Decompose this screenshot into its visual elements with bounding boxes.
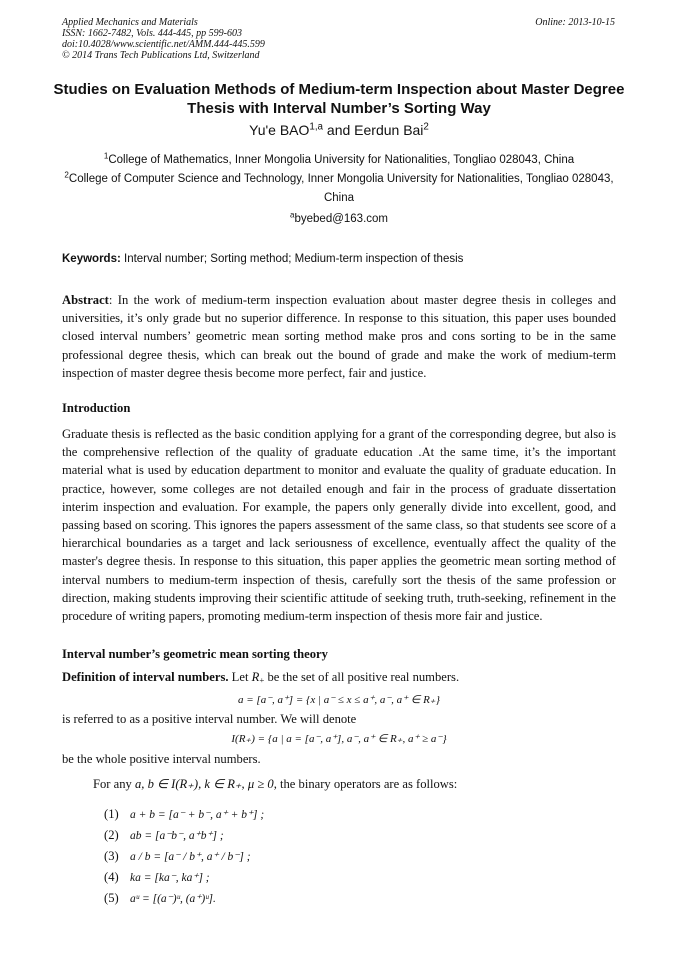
keywords xyxy=(62,253,616,265)
author-2-sup: 2 xyxy=(423,121,429,133)
abstract xyxy=(62,291,616,382)
operations-list xyxy=(104,804,264,909)
whole-line: be the whole positive interval numbers. xyxy=(62,752,261,766)
journal-name: Applied Mechanics and Materials xyxy=(62,17,198,28)
definition-let: Let xyxy=(228,670,252,684)
definition-symbol-sub: + xyxy=(259,675,265,686)
for-any-line xyxy=(93,776,457,792)
operation-number: (3) xyxy=(104,849,119,863)
operation-number: (2) xyxy=(104,828,119,842)
definition-label: Definition of interval numbers. xyxy=(62,670,229,684)
definition-line xyxy=(62,670,616,685)
interval-equation: a = [a⁻, a⁺] = {x | a⁻ ≤ x ≤ a⁺, a⁻, a⁺ ∈ R₊} xyxy=(237,694,440,706)
affiliation-2 xyxy=(62,170,616,208)
operation-expression: a / b = [a⁻ / b⁺, a⁺ / b⁻] ; xyxy=(130,851,251,863)
affiliation-1-text: College of Mathematics, Inner Mongolia University for Nationalities, Tongliao 028043, China xyxy=(108,154,575,166)
operation-number: (5) xyxy=(104,891,119,905)
definition-rest: be the set of all positive real numbers. xyxy=(264,670,460,684)
operation-item xyxy=(104,825,264,846)
introduction-text: Graduate thesis is reflected as the basic condition applying for a grant of the corresponding degree, but also is the comprehensive reflection of the quality of graduate education .At the same time, it’s the important material what is used by education department to monitor and evaluate the quality of graduate education. In practice, however, some colleges are not detailed enough and fair in the process of graduate dissertation interim inspection and evaluation. For example, the papers only generally divide into excellent, good, and passing based on scoring. This ignores the papers assessment of the same class, so that students see score of a hierarchical boundaries as a target and lack seriousness of excellence, eventually affect the quality of the master's degree thesis. In response to this situation, this paper applies the geometric mean sorting method of interval numbers to medium-term inspection of thesis, carefully sort the thesis of the same profession or direction, making students improving their scientific attitude of seeking truth, truth-seeking, refinement in the procedure of writing papers, promoting medium-term inspection of thesis more fair and justice. xyxy=(62,427,616,624)
affiliation-2-sup: 2 xyxy=(64,170,69,180)
operation-number: (4) xyxy=(104,870,119,884)
affiliation-1-sup: 1 xyxy=(103,151,109,161)
operation-item xyxy=(104,888,264,909)
for-any-math: a, b ∈ I(R₊), k ∈ R₊, μ ≥ 0 xyxy=(134,777,274,791)
operation-item xyxy=(104,867,264,888)
paper-title: Studies on Evaluation Methods of Medium-term Inspection about Master Degree Thesis with Interval Number’s Sorting Way xyxy=(53,81,625,117)
set-equation: I(R₊) = {a | a = [a⁻, a⁺], a⁻, a⁺ ∈ R₊, a⁺ ≥ a⁻} xyxy=(231,733,447,745)
keywords-text: Interval number; Sorting method; Medium-term inspection of thesis xyxy=(124,253,464,265)
operation-expression: ab = [a⁻b⁻, a⁺b⁺] ; xyxy=(130,830,224,842)
affiliation-2-text: College of Computer Science and Technology, Inner Mongolia University for Nationalities, Tongliao 028043, China xyxy=(68,173,614,204)
for-any-prefix: For any xyxy=(93,777,135,791)
introduction-heading: Introduction xyxy=(62,401,131,415)
author-joiner: and Eerdun Bai xyxy=(323,122,424,138)
online-date: Online: 2013-10-15 xyxy=(535,17,615,28)
operation-expression: aᵘ = [(a⁻)ᵘ, (a⁺)ᵘ]. xyxy=(130,893,216,905)
journal-header xyxy=(62,17,265,61)
operation-expression: a + b = [a⁻ + b⁻, a⁺ + b⁺] ; xyxy=(130,809,265,821)
keywords-label: Keywords: xyxy=(62,253,121,265)
definition-symbol: R xyxy=(251,670,260,684)
email-address[interactable]: byebed@163.com xyxy=(294,213,388,225)
operation-item xyxy=(104,846,264,867)
author-1-sup: 1,a xyxy=(309,121,324,133)
referred-line: is referred to as a positive interval number. We will denote xyxy=(62,712,357,726)
for-any-suffix: , the binary operators are as follows: xyxy=(273,777,458,791)
copyright-line: © 2014 Trans Tech Publications Ltd, Switzerland xyxy=(62,50,260,61)
operation-item xyxy=(104,804,264,825)
author-line xyxy=(0,121,678,139)
theory-heading: Interval number’s geometric mean sorting theory xyxy=(62,647,328,661)
affiliation-1 xyxy=(62,151,616,170)
issn-line: ISSN: 1662-7482, Vols. 444-445, pp 599-603 xyxy=(62,28,242,39)
abstract-text: : In the work of medium-term inspection evaluation about master degree thesis in colleges and universities, it’s only grade but no superior difference. In response to this situation, this paper uses bounded closed interval numbers’ geometric mean sorting method make pros and cons sorting to be in the same professional degree thesis, which can break out the bound of grade and make the work of medium-term inspection of master degree thesis become more perfect, fair and justice. xyxy=(62,293,616,380)
author-1: Yu'e BAO xyxy=(249,122,310,138)
email-line xyxy=(0,210,678,225)
email-sup: a xyxy=(290,210,295,220)
doi-line: doi:10.4028/www.scientific.net/AMM.444-445.599 xyxy=(62,39,265,50)
operation-number: (1) xyxy=(104,807,119,821)
abstract-label: Abstract xyxy=(62,293,109,307)
operation-expression: ka = [ka⁻, ka⁺] ; xyxy=(130,872,210,884)
